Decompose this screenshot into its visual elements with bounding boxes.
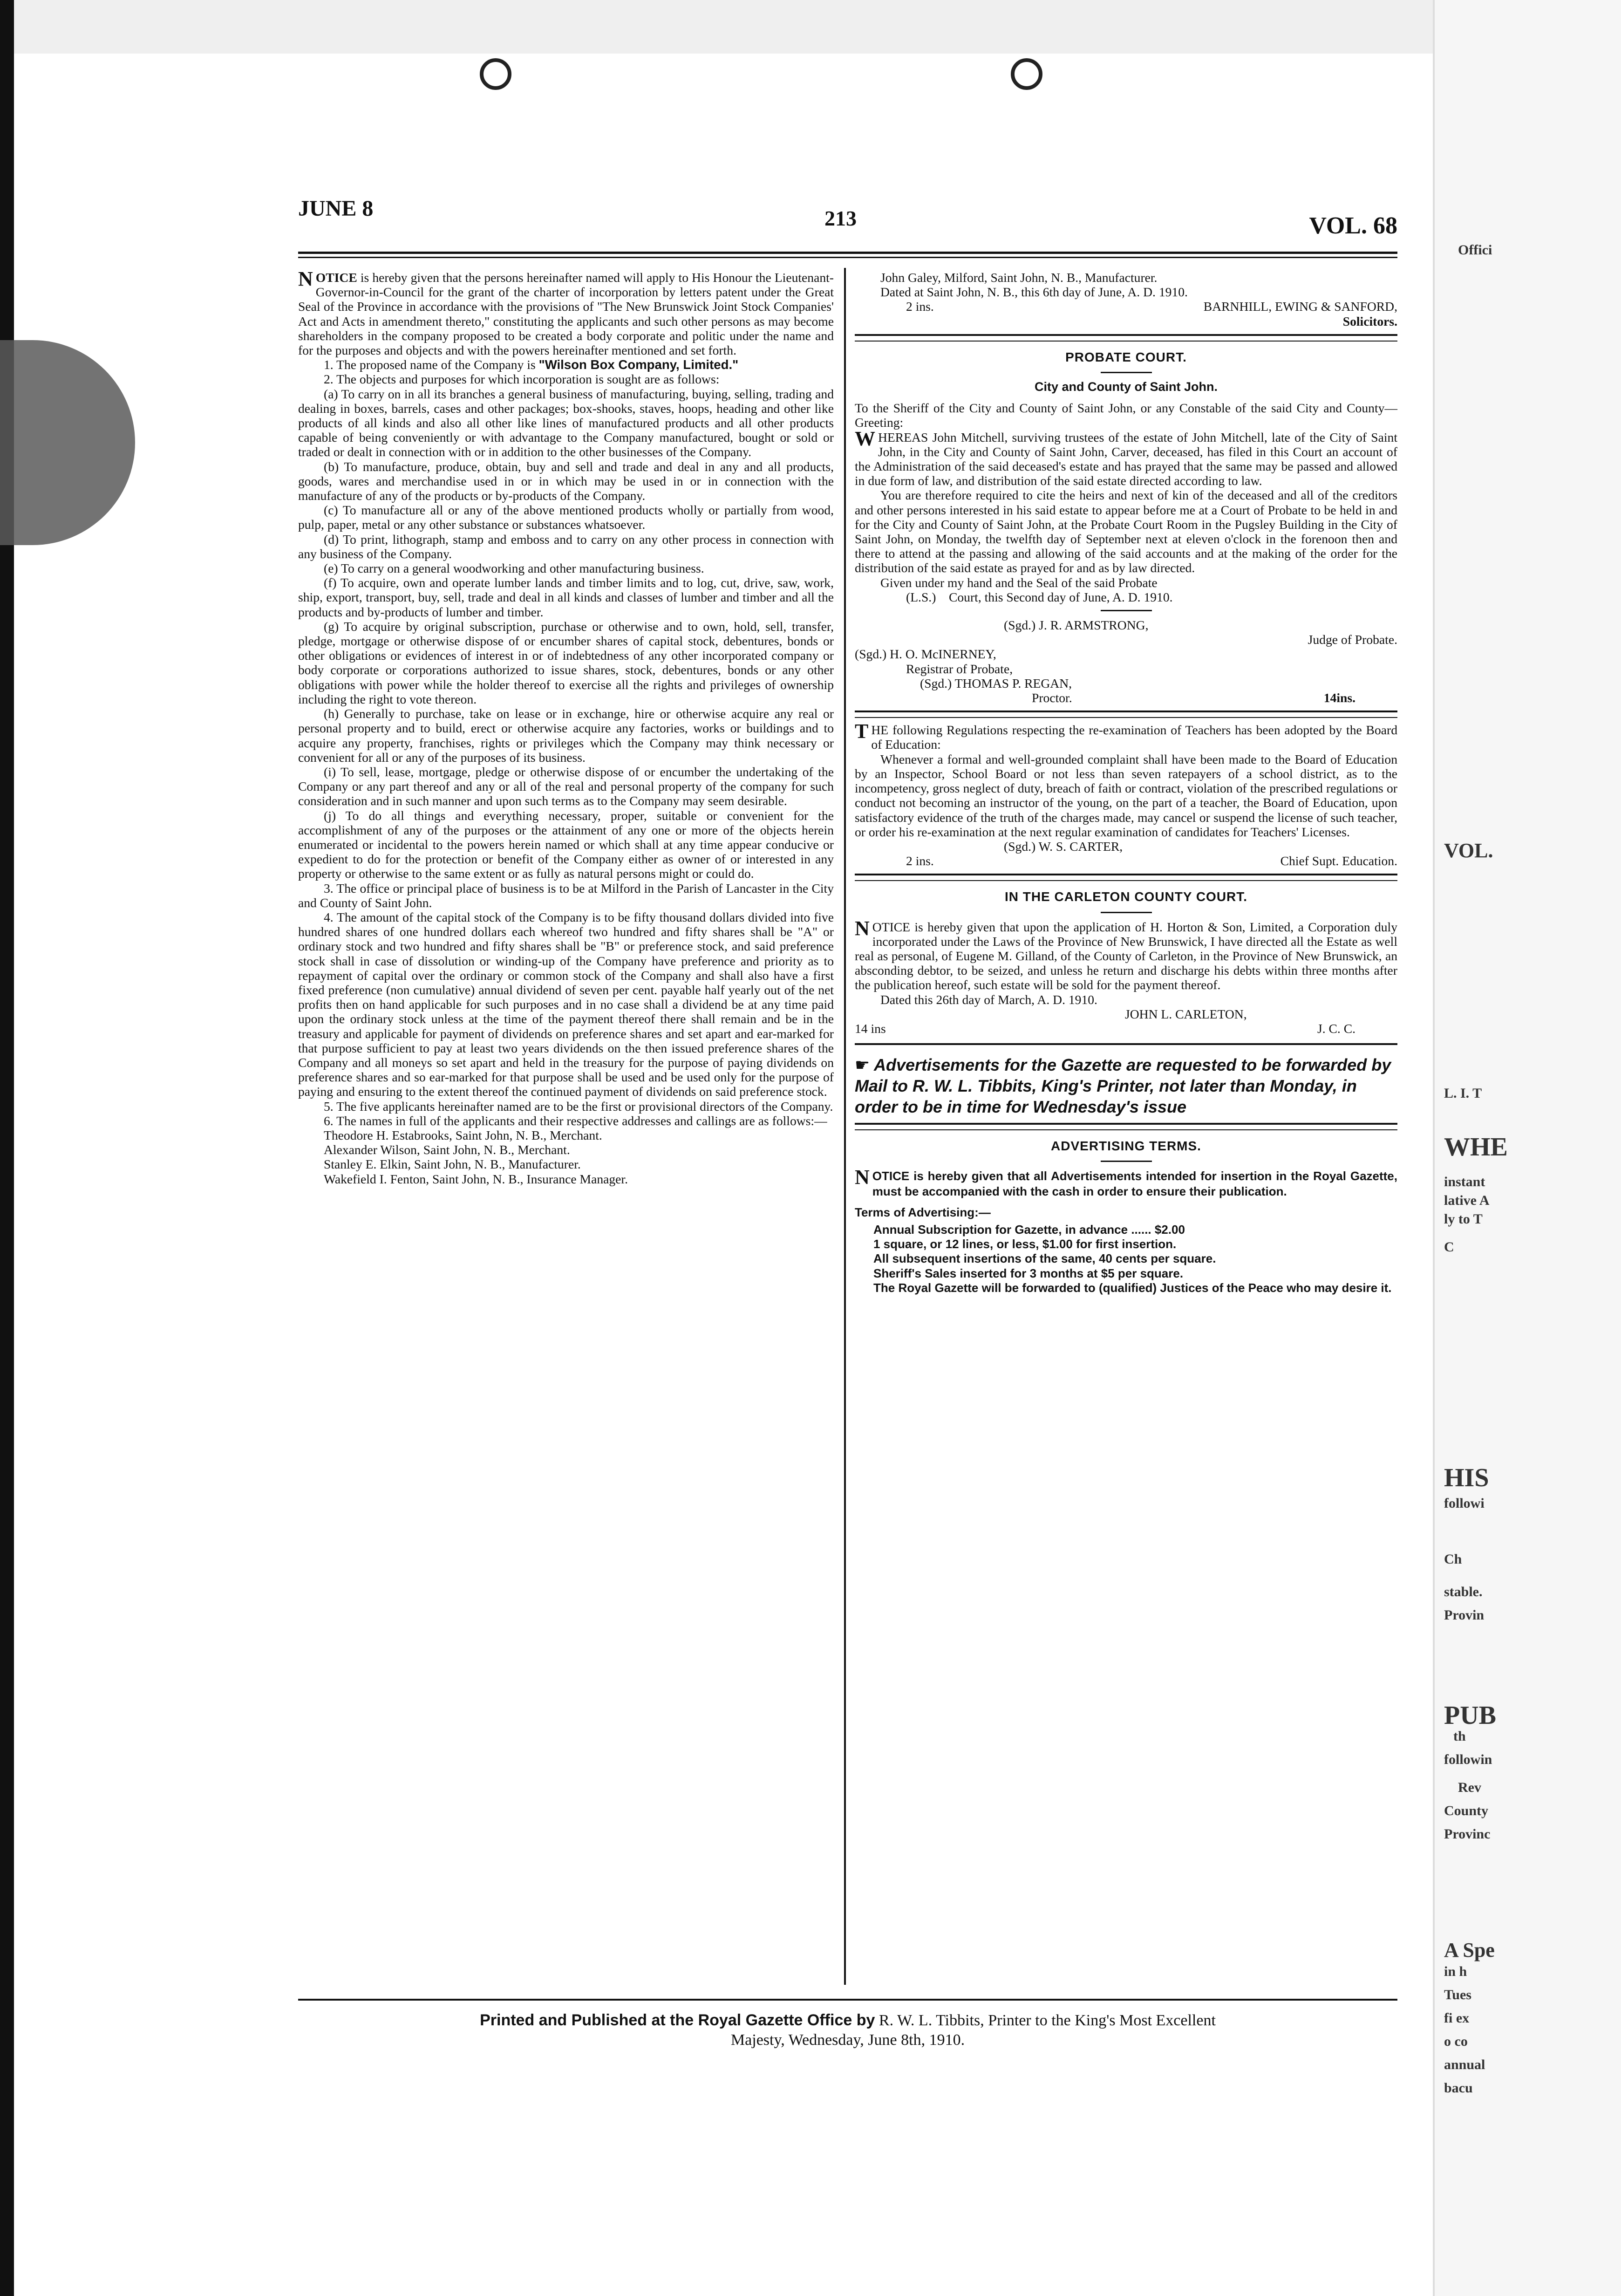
judge-signature: (Sgd.) J. R. ARMSTRONG, [1004, 618, 1149, 633]
clause-2e: (e) To carry on a general woodworking and other manufacturing business. [324, 561, 704, 576]
probate-given: Given under my hand and the Seal of the said Probate [880, 575, 1158, 590]
volume-number: VOL. 68 [1309, 212, 1397, 239]
ghost-text: PUB [1444, 1701, 1496, 1730]
company-name: "Wilson Box Company, Limited." [538, 357, 739, 372]
probate-citation: You are therefore required to cite the heirs and next of kin of the deceased and all of the creditors and other persons interested in his said estate to appear before me at a Court of Probate to be held in and for the City and County of Saint John, at the Probate Court Room in the Pugsley Building in the City of Saint John, on Monday, the twelfth day of September next at eleven o'clock in the forenoon then and there to attend at the passing and allowing of the said accounts and at the making of the order for the distribution of the said estate as prayed for and as by law directed. [855, 488, 1397, 575]
column-divider [844, 268, 846, 1985]
clause-2b: (b) To manufacture, produce, obtain, buy and sell and trade and deal in any and all products, goods, wares and merchandise used in or in which may be used in or in connection with the manufacture of any of the products or by-products of the Company. [298, 459, 834, 503]
scan-top-margin [14, 0, 1621, 54]
ghost-text: WHE [1444, 1133, 1508, 1162]
clause-2d: (d) To print, lithograph, stamp and emboss and to carry on any other process in connection with any business of the Company. [298, 532, 834, 561]
ghost-text: followi [1444, 1496, 1485, 1511]
teacher-regulations-body: Whenever a formal and well-grounded complaint shall have been made to the Board of Education by an Inspector, School Board or not less than seven ratepayers of a school district, as to the incompetency, gross neglect of duty, breach of faith or contract, violation of the prescribed regulations or conduct not becoming an instructor of the young, on the part of a teacher, the Board of Education, upon satisfactory evidence of the truth of the charges made, may cancel or suspend the license of such teacher, or order his re-examination at the next regular examination of candidates for Teachers' Licenses. [855, 752, 1397, 839]
probate-seal-line: (L.S.) Court, this Second day of June, A. D. 1910. [906, 589, 1173, 604]
terms-line: All subsequent insertions of the same, 40 cents per square. [873, 1251, 1216, 1266]
advertisements-notice: ☛ Advertisements for the Gazette are requested to be forwarded by Mail to R. W. L. Tibbits, King's Printer, not later than Monday, in order to be in time for Wednesday's issue [855, 1055, 1391, 1117]
terms-line: 1 square, or 12 lines, or less, $1.00 for first insertion. [873, 1237, 1177, 1251]
imprint-lead: Printed and Published at the Royal Gazette Office by [480, 2011, 875, 2029]
clause-2g: (g) To acquire by original subscription, purchase or otherwise and to own, hold, sell, transfer, pledge, mortgage or otherwise dispose of or encumber shares of capital stock, debentures, bonds or other obligations or evidences of interest in or of indebtedness of any other incorporated company or body corporate or corporations authorized to issue shares, stock, debentures, bonds or any other obligations with power while the holder thereof to exercise all the rights and privileges of ownership including the right to vote thereon. [298, 619, 834, 706]
applicant-list [298, 1128, 834, 1186]
carleton-dated: Dated this 26th day of March, A. D. 1910. [880, 992, 1097, 1007]
incorporation-notice-intro: NOTICE is hereby given that the persons hereinafter named will apply to His Honour the Lieutenant-Governor-in-Council for the grant of the charter of incorporation by letters patent under the Great Seal of the Province in accordance with the provisions of "The New Brunswick Joint Stock Companies' Act and Acts in amendment thereto," constituting the applicants and such other persons as may become shareholders in the company proposed to be created a body corporate and politic under the name and for the purposes and objects and with the powers hereinafter mentioned and set forth. [298, 267, 834, 358]
judge-title: Judge of Probate. [1308, 632, 1397, 647]
drop-cap: W [855, 427, 875, 450]
solicitor-title: Solicitors. [1342, 314, 1397, 328]
page-header [298, 186, 1397, 239]
probate-whereas: WHEREAS John Mitchell, surviving trustees of the estate of John Mitchell, late of the City of Saint John, in the City and County of Saint John, Carver, deceased, has filed in this Court an account of the Administration of the said deceased's estate and has prayed that the same may be passed and allowed in due form of law, and distribution of the said estate directed according to law. [855, 427, 1397, 488]
ghost-text: Provinc [1444, 1826, 1491, 1842]
header-rule [298, 252, 1397, 258]
ghost-text: in h [1444, 1964, 1467, 1979]
ghost-text: th [1453, 1729, 1466, 1744]
ghost-text: instant [1444, 1174, 1485, 1189]
probate-address: To the Sheriff of the City and County of Saint John, or any Constable of the said City and County—Greeting: [855, 401, 1397, 430]
drop-cap: N [855, 1166, 870, 1189]
thumb-shadow [0, 340, 135, 545]
clause-2f: (f) To acquire, own and operate lumber lands and timber limits and to log, cut, drive, saw, work, ship, export, transport, buy, sell, trade and deal in all kinds and classes of lumber and timber and all the products and by-products of lumber and timber. [298, 575, 834, 619]
ghost-text: A Spe [1444, 1939, 1495, 1961]
ghost-text: Ch [1444, 1551, 1462, 1567]
pointing-hand-icon: ☛ [855, 1055, 870, 1075]
clause-1: 1. The proposed name of the Company is "Wilson Box Company, Limited." [324, 357, 739, 372]
ghost-text: Rev [1458, 1780, 1481, 1795]
adjacent-page-margin [1433, 0, 1621, 2296]
imprint-footer [298, 2010, 1397, 2050]
ghost-text: ly to T [1444, 1211, 1483, 1227]
ghost-text: Offici [1458, 242, 1492, 258]
imprint-printer: R. W. L. Tibbits, Printer to the King's Most Excellent [875, 2012, 1216, 2029]
page-number: 213 [824, 206, 857, 230]
applicant: Wakefield I. Fenton, Saint John, N. B., Insurance Manager. [324, 1171, 628, 1186]
ghost-text: followin [1444, 1752, 1492, 1767]
header-date: JUNE 8 [298, 196, 374, 221]
ghost-text: VOL. [1444, 839, 1493, 862]
proctor-line: Proctor. 14ins. [1032, 690, 1355, 705]
clause-2h: (h) Generally to purchase, take on lease or in exchange, hire or otherwise acquire any real or personal property and to build, erect or otherwise acquire any factories, works or buildings and to acquire any property, franchises, rights or privileges which the Company may think necessary or convenient for all or any of the purposes of its business. [298, 706, 834, 765]
ghost-text: lative A [1444, 1193, 1490, 1208]
clause-2a: (a) To carry on in all its branches a general business of manufacturing, buying, selling, trading and dealing in boxes, barrels, cases and other packages; box-shooks, staves, hoops, heading and other like products of all kinds and also all other like lines of manufactured products and all other products capable of being conveniently or with advantage to the Company manufactured, bought or sold or traded or dealt in connection with or in addition to the other businesses of the Company. [298, 386, 834, 459]
short-rule [1101, 372, 1152, 373]
applicant: Alexander Wilson, Saint John, N. B., Merchant. [324, 1142, 570, 1157]
carter-line: 2 ins. Chief Supt. Education. [906, 854, 1397, 868]
imprint-date: Majesty, Wednesday, June 8th, 1910. [730, 2031, 965, 2049]
right-column [855, 270, 1397, 1295]
clause-5: 5. The five applicants hereinafter named are to be the first or provisional directors of the Company. [324, 1099, 833, 1114]
short-rule [1101, 1161, 1152, 1162]
advertising-notice: NOTICE is hereby given that all Advertisements intended for insertion in the Royal Gazette, must be accompanied with the cash in order to ensure their publication. [855, 1166, 1397, 1198]
ghost-text: HIS [1444, 1463, 1489, 1492]
ghost-text: fi ex [1444, 2010, 1470, 2026]
gazette-page [298, 186, 1397, 2171]
clause-2: 2. The objects and purposes for which incorporation is sought are as follows: [324, 372, 720, 387]
proctor-signature: (Sgd.) THOMAS P. REGAN, [920, 676, 1072, 690]
drop-cap: T [855, 720, 869, 743]
clause-2i: (i) To sell, lease, mortgage, pledge or otherwise dispose of or encumber the undertaking of the Company or any part thereof and any or all of the real and personal property of the company for such consideration and in such manner and upon such terms as to the Company may seem desirable. [298, 764, 834, 808]
applicant-continued: John Galey, Milford, Saint John, N. B., Manufacturer. [880, 270, 1158, 285]
binder-hole [480, 58, 511, 90]
probate-court-heading: PROBATE COURT. [1065, 349, 1187, 364]
section-rule [855, 334, 1397, 342]
clause-2c: (c) To manufacture all or any of the above mentioned products wholly or partially from wood, pulp, paper, metal or any other substance or substances whatsoever. [298, 503, 834, 532]
clause-3: 3. The office or principal place of business is to be at Milford in the Parish of Lancaster in the City and County of Saint John. [298, 881, 834, 910]
ghost-text: o co [1444, 2034, 1468, 2049]
terms-label: Terms of Advertising:— [855, 1205, 991, 1219]
clause-4: 4. The amount of the capital stock of the Company is to be fifty thousand dollars divided into five hundred shares of one hundred dollars each whereof two hundred and fifty shares shall be "A" or ordinary stock and two hundred and fifty shares shall be "B" or preference stock, and said preference stock shall in case of dissolution or winding-up of the Company have preference and priority as to repayment of capital over the ordinary or common stock of the Company and shall also have a first fixed preference (non cumulative) annual dividend of seven per cent. payable half yearly out of the net profits then on hand applicable for such purposes and in no case shall a dividend be at any time paid upon the ordinary stock unless at the time of the payment thereof there shall remain and be in the treasury and applicable for payment of dividends on preference shares and set apart and ear-marked for that purpose sufficient to pay at least two years dividends on the then issued preference shares of the Company and all moneys so set apart and held in the treasury for the purpose of paying dividends on preference shares and so ear-marked for that purpose shall be used and be used only for the purpose of paying and ensuring to the extent thereof the continued payment of dividends on said preference stock. [298, 909, 834, 1099]
advertising-terms-heading: ADVERTISING TERMS. [1051, 1139, 1201, 1154]
ghost-text: L. I. T [1444, 1086, 1482, 1101]
ghost-text: Tues [1444, 1987, 1471, 2002]
ghost-text: C [1444, 1239, 1454, 1255]
carter-signature: (Sgd.) W. S. CARTER, [1004, 839, 1123, 854]
ghost-text: County [1444, 1803, 1489, 1818]
clause-6: 6. The names in full of the applicants and their respective addresses and callings are as follows:— [324, 1113, 827, 1128]
terms-line: Sheriff's Sales inserted for 3 months at $5 per square. [873, 1266, 1184, 1280]
applicant: Theodore H. Estabrooks, Saint John, N. B., Merchant. [324, 1128, 602, 1142]
teacher-regulations-intro: THE following Regulations respecting the re-examination of Teachers has been adopted by the Board of Education: [855, 720, 1397, 752]
ghost-text: bacu [1444, 2080, 1473, 2096]
left-column [298, 267, 834, 1186]
registrar-title: Registrar of Probate, [906, 661, 1013, 676]
notice-dated: Dated at Saint John, N. B., this 6th day of June, A. D. 1910. [880, 285, 1188, 300]
binder-hole [1011, 58, 1042, 90]
section-rule [855, 711, 1397, 718]
carleton-notice: NOTICE is hereby given that upon the application of H. Horton & Son, Limited, a Corporation duly incorporated under the Laws of the Province of New Brunswick, I have directed all the Estate as well real as personal, of Eugene M. Gilland, of the County of Carleton, in the Province of New Brunswick, an absconding debtor, to be seized, and unless he return and discharge his debts within three months after the publication hereof, such estate will be sold for the payment thereof. [855, 916, 1397, 992]
terms-line: Annual Subscription for Gazette, in advance ...... $2.00 [873, 1222, 1185, 1237]
applicant: Stanley E. Elkin, Saint John, N. B., Manufacturer. [324, 1157, 581, 1172]
carleton-line: 14 ins J. C. C. [855, 1021, 1355, 1036]
ghost-text: Provin [1444, 1607, 1485, 1623]
short-rule [1101, 610, 1152, 611]
section-rule [855, 874, 1397, 881]
short-rule [1101, 912, 1152, 913]
section-rule [855, 1043, 1397, 1045]
ghost-text: annual [1444, 2057, 1485, 2072]
terms-line: The Royal Gazette will be forwarded to (qualified) Justices of the Peace who may desire it. [873, 1280, 1392, 1295]
section-rule [855, 1123, 1397, 1130]
clause-2j: (j) To do all things and everything necessary, proper, suitable or convenient for the accomplishment of any of the purposes or the attainment of any one or more of the objects herein enumerated or incidental to the powers herein named or which shall at any time appear conducive or expedient to do for the protection or benefit of the Company either as owner of or interested in any property or otherwise to the same extent or as fully as natural persons might or could do. [298, 808, 834, 881]
drop-cap: N [855, 916, 870, 940]
drop-cap: N [298, 267, 313, 290]
carleton-court-heading: IN THE CARLETON COUNTY COURT. [1004, 889, 1248, 904]
carleton-signature: JOHN L. CARLETON, [1125, 1006, 1247, 1021]
solicitor-signature: 2 ins. BARNHILL, EWING & SANFORD, [906, 299, 1397, 314]
probate-subheading: City and County of Saint John. [1035, 380, 1218, 394]
ghost-text: stable. [1444, 1584, 1483, 1599]
registrar-signature: (Sgd.) H. O. McINERNEY, [855, 647, 996, 662]
footer-rule [298, 1999, 1397, 2001]
terms-list [855, 1223, 1397, 1295]
